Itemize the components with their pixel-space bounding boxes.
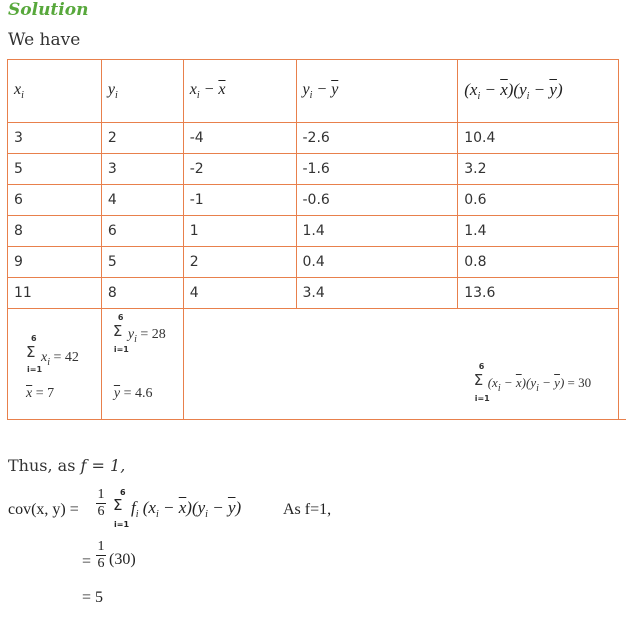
sigma-symbol: Σ	[26, 343, 36, 361]
table-cell: 8	[8, 216, 102, 247]
cov-summand: $f_i$ $(x_i - \overline{x})(y_i - \overline{y})$	[131, 498, 242, 520]
table-cell: 6	[101, 216, 183, 247]
cov-note: As f=1,	[283, 501, 332, 518]
table-row	[8, 123, 619, 154]
table-cell: -2.6	[296, 123, 458, 154]
header-x-dev: $x_i - \overline{x}$	[183, 60, 296, 123]
table-cell: 1	[183, 216, 296, 247]
table-cell: -0.6	[296, 185, 458, 216]
cov-fraction: $\frac{1}{6}$	[97, 487, 105, 519]
header-product: $(x_i - \overline{x})(y_i - \overline{y})$	[458, 60, 619, 123]
table-cell: 3.2	[458, 154, 619, 185]
table-cell: 5	[101, 247, 183, 278]
table-cell: 3.4	[296, 278, 458, 309]
sigma-symbol: Σ	[473, 371, 484, 389]
header-yi: $y_i$	[101, 60, 183, 123]
sigma-symbol: Σ	[113, 496, 123, 514]
table-cell: 8	[101, 278, 183, 309]
solution-heading: Solution	[8, 0, 89, 20]
table-cell: 2	[183, 247, 296, 278]
table-cell: -2	[183, 154, 296, 185]
table-row	[8, 185, 619, 216]
line2-fraction: $\frac{1}{6}$	[97, 539, 105, 571]
table-cell: 6	[8, 185, 102, 216]
table-cell: 2	[101, 123, 183, 154]
data-table	[7, 59, 619, 420]
summary-x-cell: 6 Σ $x_i = 42$ i=1 $\overline{x} = 7$	[8, 309, 102, 420]
table-cell: 3	[101, 154, 183, 185]
table-cell: 11	[8, 278, 102, 309]
table-cell: 0.6	[458, 185, 619, 216]
header-xi: $x_i$	[8, 60, 102, 123]
table-cell: 3	[8, 123, 102, 154]
table-row	[8, 216, 619, 247]
result-line: = 5	[82, 589, 104, 606]
summary-row	[8, 309, 619, 420]
header-y-dev: $y_i - \overline{y}$	[296, 60, 458, 123]
table-header-row	[8, 60, 619, 123]
table-cell: -1.6	[296, 154, 458, 185]
table-cell: 9	[8, 247, 102, 278]
table-cell: 5	[8, 154, 102, 185]
thus-text: Thus, as f = 1,	[8, 456, 126, 475]
table-cell: 4	[183, 278, 296, 309]
intro-text: We have	[8, 30, 81, 50]
table-cell: 0.4	[296, 247, 458, 278]
table-cell: 10.4	[458, 123, 619, 154]
summary-product-cell: 6 Σ $(x_i - \overline{x})(y_i - \overline{y}) = 30$ i=1	[183, 309, 618, 420]
table-row	[8, 278, 619, 309]
table-cell: 1.4	[458, 216, 619, 247]
line2-value: (30)	[109, 551, 136, 568]
table-cell: -1	[183, 185, 296, 216]
table-cell: 4	[101, 185, 183, 216]
table-cell: 1.4	[296, 216, 458, 247]
table-cell: -4	[183, 123, 296, 154]
table-cell: 13.6	[458, 278, 619, 309]
table-cell: 0.8	[458, 247, 619, 278]
cov-formula: cov(x, y) =	[8, 501, 79, 518]
table-row	[8, 247, 619, 278]
summary-y-cell: 6 Σ $y_i = 28$ i=1 $\overline{y} = 4.6$	[101, 309, 183, 420]
table-row	[8, 154, 619, 185]
sigma-symbol: Σ	[112, 322, 123, 340]
